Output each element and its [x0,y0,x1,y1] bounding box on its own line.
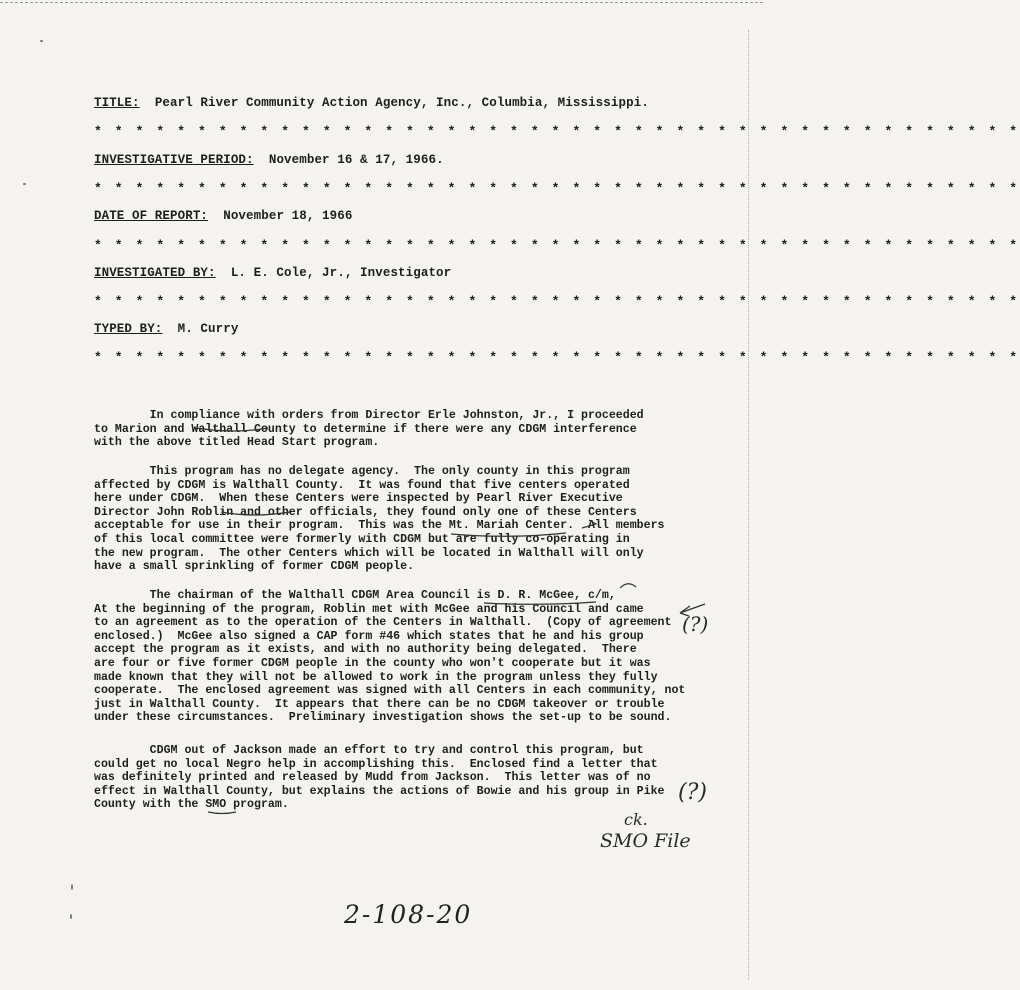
text-line: the new program. The other Centers which will be located in Walthall will only [94,546,644,560]
date-value: November 18, 1966 [223,209,353,223]
title-label: TITLE: [94,96,140,110]
text-line: At the beginning of the program, Roblin met with McGee and his Council and came [94,602,644,616]
text-line: to an agreement as to the operation of the Centers in Walthall. (Copy of agreement [94,616,672,630]
separator-3: * * * * * * * * * * * * * * * * * * * * * * * * * * * * * * * * * * * * * * * * * * * * * [94,238,1020,253]
text-line: here under CDGM. When these Centers were inspected by Pearl River Executive [94,492,623,506]
text-line: affected by CDGM is Walthall County. It was found that five centers operated [94,478,630,492]
text-line: This program has no delegate agency. The only county in this program [94,465,630,478]
period-label: INVESTIGATIVE PERIOD: [94,153,254,167]
text-line: CDGM out of Jackson made an effort to try and control this program, but [94,744,644,757]
text-line: have a small sprinkling of former CDGM people. [94,560,415,574]
query-mark-2: (?) [678,780,707,805]
separator-5: * * * * * * * * * * * * * * * * * * * * * * * * * * * * * * * * * * * * * * * * * * * * * [94,350,1020,365]
investigator-value: L. E. Cole, Jr., Investigator [230,266,452,280]
file-number: 2-108-20 [344,900,473,929]
caret-mark [620,584,636,588]
text-line: enclosed.) McGee also signed a CAP form #46 which states that he and his group [94,629,644,643]
text-line: cooperate. The enclosed agreement was signed with all Centers in each community, not [94,684,686,698]
typed-value: M. Curry [177,322,239,336]
underline-mark [451,533,566,536]
text-line: accept the program as it exists, and with no authority being delegated. There [94,643,637,657]
investigator-label: INVESTIGATED BY: [94,266,216,280]
text-line: to Marion and Walthall County to determine if there were any CDGM interference [94,422,637,436]
note-smo-file: SMO File [600,830,691,852]
period-value: November 16 & 17, 1966. [268,153,444,167]
underline-mark [196,428,268,431]
separator-4: * * * * * * * * * * * * * * * * * * * * * * * * * * * * * * * * * * * * * * * * * * * * * [94,294,1020,309]
underline-mark [221,512,290,515]
text-line: just in Walthall County. It appears that there can be no CDGM takeover or trouble [94,697,665,711]
text-line: with the above titled Head Start program. [94,436,380,450]
text-line: made known that they will not be allowed to work in the program unless they fully [94,670,658,684]
text-line: acceptable for use in their program. This was the Mt. Mariah Center. All members [94,519,665,533]
separator-1: * * * * * * * * * * * * * * * * * * * * * * * * * * * * * * * * * * * * * * * * * * * * * [94,124,1020,139]
text-line: under these circumstances. Preliminary investigation shows the set-up to be sound. [94,711,672,725]
underline-mark [208,812,236,814]
text-line: could get no local Negro help in accomplishing this. Enclosed find a letter that [94,757,658,771]
text-line: In compliance with orders from Director Erle Johnston, Jr., I proceeded [94,409,644,422]
date-label: DATE OF REPORT: [94,209,209,223]
note-ck: ck. [624,810,648,829]
underline-mark [484,602,596,604]
text-line: effect in Walthall County, but explains the actions of Bowie and his group in Pike [94,784,665,798]
separator-2: * * * * * * * * * * * * * * * * * * * * * * * * * * * * * * * * * * * * * * * * * * * * * [94,181,1020,196]
text-line: County with the SMO program. [94,798,289,812]
query-mark-1: (?) [682,612,709,636]
text-line: The chairman of the Walthall CDGM Area Council is D. R. McGee, c/m, [94,589,616,602]
text-line: Director John Roblin and other officials, they found only one of these Centers [94,505,637,519]
check-mark [582,520,596,528]
title-value: Pearl River Community Action Agency, Inc., Columbia, Mississippi. [154,96,649,110]
typed-label: TYPED BY: [94,322,163,336]
text-line: of this local committee were formerly with CDGM but are fully co-operating in [94,532,630,546]
text-line: are four or five former CDGM people in the county who won't cooperate but it was [94,656,651,670]
text-line: was definitely printed and released by Mudd from Jackson. This letter was of no [94,771,651,785]
